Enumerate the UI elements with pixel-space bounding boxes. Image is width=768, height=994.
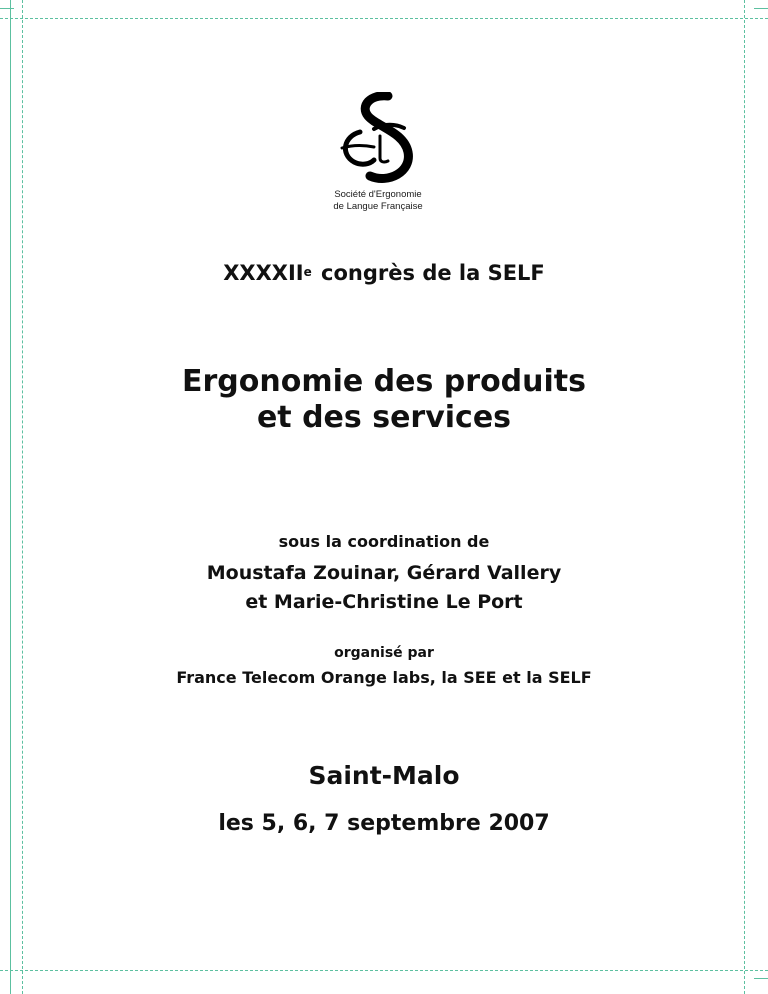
congress-ordinal: XXXXII	[223, 261, 304, 285]
guide-corner-bottom-right	[754, 978, 768, 979]
congress-rest: congrès de la SELF	[313, 261, 545, 285]
society-caption-line1: Société d'Ergonomie	[334, 189, 422, 200]
coordinators-line2: et Marie-Christine Le Port	[245, 591, 523, 613]
event-dates: les 5, 6, 7 septembre 2007	[218, 811, 550, 836]
guide-left	[22, 0, 23, 994]
coordination-intro: sous la coordination de	[278, 532, 490, 551]
coordinators-line1: Moustafa Zouinar, Gérard Vallery	[206, 562, 562, 584]
congress-superscript: e	[303, 265, 312, 279]
guide-corner-top	[0, 8, 14, 9]
guide-corner-left	[10, 0, 11, 994]
guide-top	[0, 18, 768, 19]
title-line1: Ergonomie des produits	[182, 364, 586, 399]
coordinators	[0, 559, 768, 617]
self-logo-icon	[334, 92, 424, 188]
event-city: Saint-Malo	[308, 761, 460, 790]
guide-bottom	[0, 970, 768, 971]
society-caption-line2: de Langue Française	[333, 201, 423, 212]
guide-right	[744, 0, 745, 994]
organization-intro: organisé par	[334, 645, 434, 661]
guide-corner-top-right	[754, 8, 768, 9]
title-line2: et des services	[256, 400, 512, 435]
society-caption	[280, 189, 476, 213]
congress-heading	[0, 259, 768, 287]
organizers: France Telecom Orange labs, la SEE et la SELF	[176, 668, 592, 687]
page-title	[0, 364, 768, 436]
